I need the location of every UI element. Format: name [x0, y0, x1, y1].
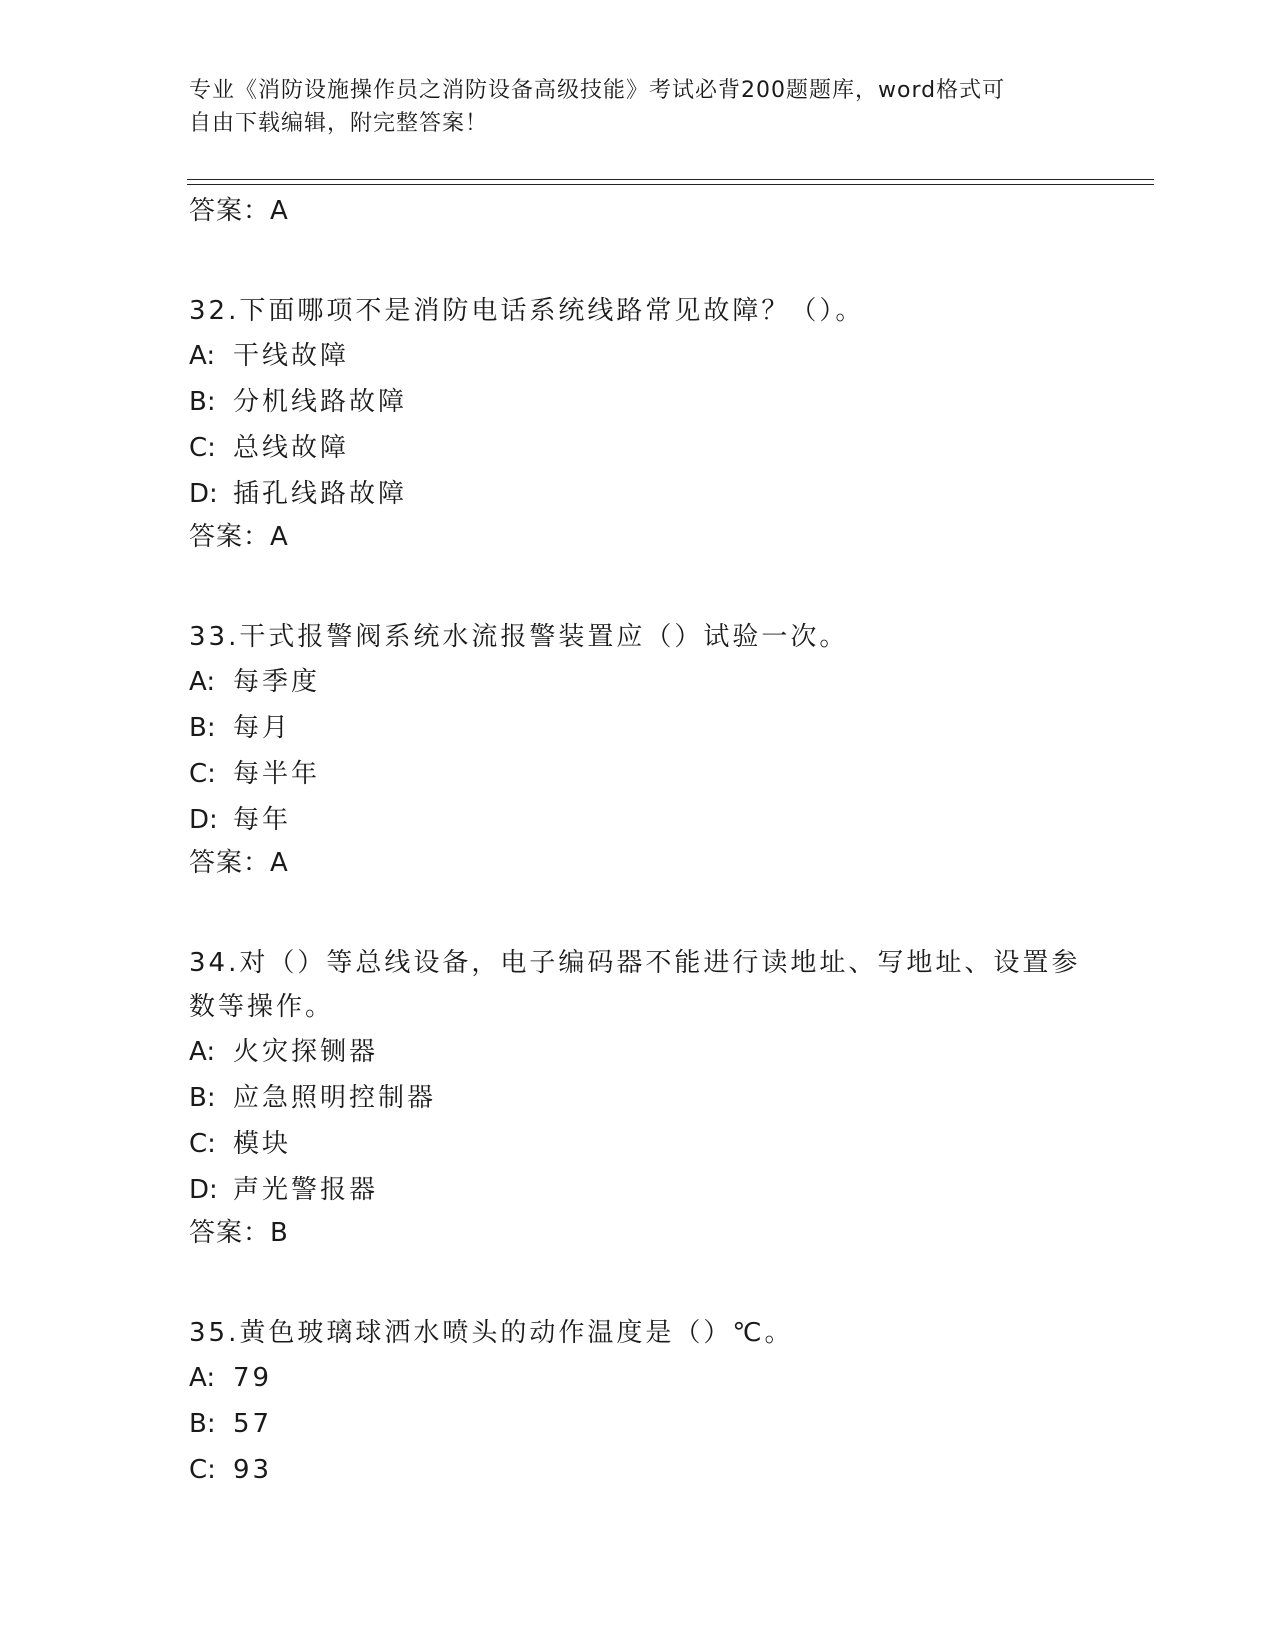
option-text: 插孔线路故障 [233, 479, 408, 509]
question-33 [189, 615, 1089, 883]
option-key: C: [189, 1455, 216, 1485]
option-text: 分机线路故障 [233, 387, 408, 417]
header-line-1: 专业《消防设施操作员之消防设备高级技能》考试必背200题题库，word格式可 [189, 78, 1006, 103]
option-key: A: [189, 1037, 216, 1067]
answer: 答案：A [189, 522, 289, 552]
question-35 [189, 1311, 1089, 1493]
question-34 [189, 941, 1089, 1253]
option-key: C: [189, 1129, 216, 1159]
option-a [189, 659, 1089, 705]
question-text: 32.下面哪项不是消防电话系统线路常见故障？（）。 [189, 296, 865, 326]
option-c [189, 1121, 1089, 1167]
header-line-2: 自由下载编辑，附完整答案！ [189, 111, 489, 136]
option-text: 每月 [233, 713, 292, 743]
header-divider-top [187, 179, 1154, 180]
option-key: D: [189, 805, 218, 835]
option-c [189, 425, 1089, 471]
question-text: 35.黄色玻璃球洒水喷头的动作温度是（）℃。 [189, 1318, 794, 1348]
option-text: 声光警报器 [233, 1175, 379, 1205]
option-b [189, 379, 1089, 425]
question-text: 34.对（）等总线设备，电子编码器不能进行读地址、写地址、设置参数等操作。 [189, 948, 1081, 1022]
question-list [189, 191, 1089, 1493]
option-text: 总线故障 [233, 433, 350, 463]
option-c [189, 751, 1089, 797]
question-text: 33.干式报警阀系统水流报警装置应（）试验一次。 [189, 622, 849, 652]
previous-answer: 答案：A [189, 196, 289, 226]
option-b [189, 1075, 1089, 1121]
option-text: 93 [233, 1455, 273, 1485]
option-text: 干线故障 [233, 341, 350, 371]
option-c [189, 1447, 1089, 1493]
option-key: C: [189, 759, 216, 789]
answer: 答案：B [189, 1218, 289, 1248]
option-text: 79 [233, 1363, 273, 1393]
option-d [189, 797, 1089, 843]
option-key: B: [189, 1409, 216, 1439]
option-d [189, 1167, 1089, 1213]
option-text: 火灾探铡器 [233, 1037, 379, 1067]
document-header [189, 74, 1089, 140]
option-key: C: [189, 433, 216, 463]
option-key: A: [189, 667, 216, 697]
option-text: 57 [233, 1409, 273, 1439]
option-text: 每季度 [233, 667, 321, 697]
option-a [189, 1029, 1089, 1075]
option-a [189, 1355, 1089, 1401]
header-divider-bottom [187, 184, 1154, 185]
option-b [189, 705, 1089, 751]
option-key: B: [189, 1083, 216, 1113]
option-text: 应急照明控制器 [233, 1083, 437, 1113]
option-text: 每半年 [233, 759, 321, 789]
option-key: A: [189, 1363, 216, 1393]
option-text: 模块 [233, 1129, 292, 1159]
option-key: B: [189, 387, 216, 417]
option-key: D: [189, 479, 218, 509]
option-b [189, 1401, 1089, 1447]
option-text: 每年 [233, 805, 292, 835]
answer: 答案：A [189, 848, 289, 878]
question-32 [189, 289, 1089, 557]
option-key: D: [189, 1175, 218, 1205]
option-key: B: [189, 713, 216, 743]
option-d [189, 471, 1089, 517]
option-key: A: [189, 341, 216, 371]
option-a [189, 333, 1089, 379]
